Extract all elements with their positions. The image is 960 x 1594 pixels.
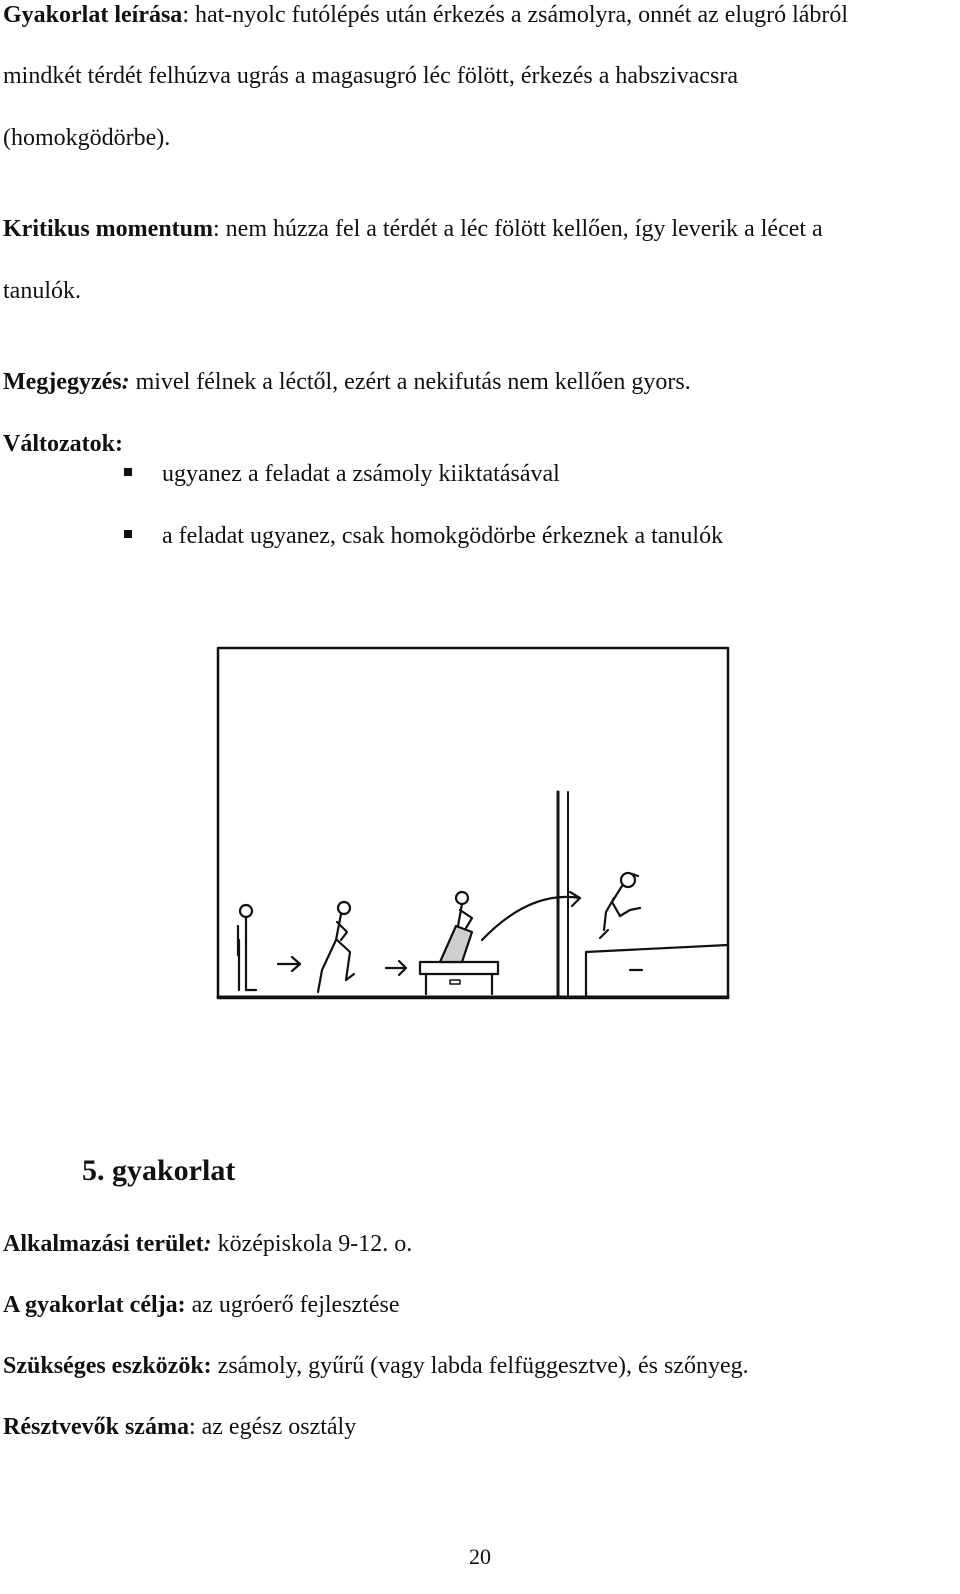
equipment-value: zsámoly, gyűrű (vagy labda felfüggesztve), és szőnyeg. (217, 1353, 749, 1379)
note-line: Megjegyzés: mivel félnek a léctől, ezért a nekifutás nem kellően gyors. (3, 369, 691, 395)
critical-line-1: Kritikus momentum: nem húzza fel a térdét a léc fölött kellően, így leverik a lécet a (3, 216, 823, 242)
sketch-frame (218, 648, 728, 998)
equipment-label: Szükséges eszközök: (3, 1353, 212, 1379)
note-text: mivel félnek a léctől, ezért a nekifutás nem kellően gyors. (135, 369, 691, 395)
participants-label: Résztvevők száma (3, 1414, 189, 1440)
standing-figure (238, 905, 256, 990)
critical-line-2: tanulók. (3, 278, 81, 304)
page-number: 20 (469, 1544, 491, 1569)
jump-stand (558, 792, 568, 997)
participants-line: Résztvevők száma: az egész osztály (3, 1414, 357, 1440)
critical-label: Kritikus momentum (3, 216, 213, 242)
variant-item: ugyanez a feladat a zsámoly kiiktatásával (162, 461, 560, 487)
area-value: középiskola 9-12. o. (217, 1231, 413, 1257)
goal-line (3, 1290, 400, 1320)
goal-label: A gyakorlat célja: (3, 1292, 186, 1318)
bullet-icon (124, 468, 132, 476)
high-jump-sketch (210, 640, 740, 1010)
area-line: Alkalmazási terület: középiskola 9-12. o. (3, 1231, 413, 1257)
landing-mat (586, 945, 728, 997)
running-figure (318, 902, 354, 992)
exercise-title: 5. gyakorlat (82, 1154, 236, 1187)
arrow-icon (386, 961, 406, 975)
arrow-icon (570, 892, 580, 906)
bullet-icon (124, 530, 132, 538)
variant-item: a feladat ugyanez, csak homokgödörbe érkeznek a tanulók (162, 523, 724, 549)
flight-arc (482, 897, 580, 940)
jumping-figure (600, 873, 640, 938)
description-text-1: hat-nyolc futólépés után érkezés a zsámolyra, onnét az elugró lábról (194, 2, 849, 28)
equipment-line (3, 1351, 749, 1381)
takeoff-figure (440, 892, 472, 962)
description-line-3: (homokgödörbe). (3, 125, 171, 151)
area-label: Alkalmazási terület (3, 1231, 204, 1257)
arrow-icon (278, 957, 300, 971)
participants-value: az egész osztály (201, 1414, 357, 1440)
description-line-2: mindkét térdét felhúzva ugrás a magasugró léc fölött, érkezés a habszivacsra (3, 63, 739, 89)
description-line-1: Gyakorlat leírása: hat-nyolc futólépés után érkezés a zsámolyra, onnét az elugró lábról (3, 2, 849, 28)
description-label: Gyakorlat leírása (3, 2, 183, 28)
critical-text-1: nem húzza fel a térdét a léc fölött kellően, így leverik a lécet a (225, 216, 823, 242)
note-label: Megjegyzés (3, 369, 122, 395)
bench (420, 962, 498, 994)
goal-value: az ugróerő fejlesztése (191, 1292, 400, 1318)
variants-label: Változatok: (3, 431, 123, 457)
